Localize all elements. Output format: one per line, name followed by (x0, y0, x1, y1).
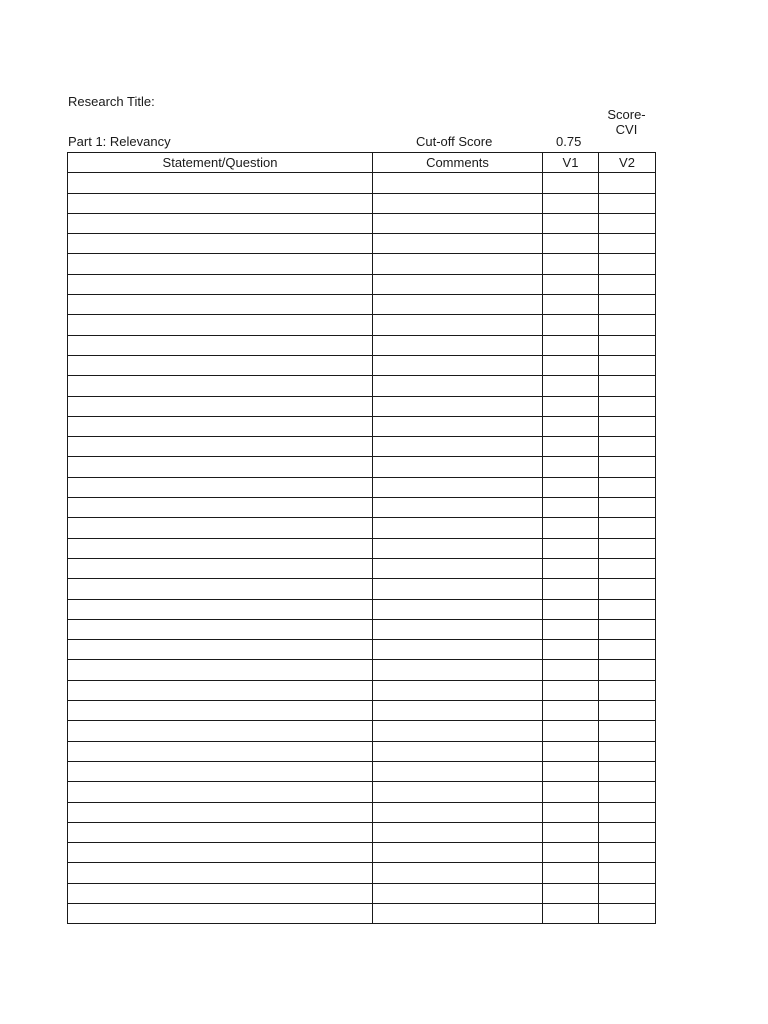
table-row (68, 213, 656, 233)
statement-cell[interactable] (68, 599, 373, 619)
comments-cell[interactable] (373, 416, 543, 436)
comments-cell[interactable] (373, 538, 543, 558)
v2-cell[interactable] (599, 234, 656, 254)
comments-cell[interactable] (373, 376, 543, 396)
v1-cell[interactable] (543, 599, 599, 619)
statement-cell[interactable] (68, 234, 373, 254)
statement-cell[interactable] (68, 843, 373, 863)
v1-cell[interactable] (543, 761, 599, 781)
v1-cell[interactable] (543, 193, 599, 213)
v1-cell[interactable] (543, 741, 599, 761)
statement-cell[interactable] (68, 335, 373, 355)
v2-cell[interactable] (599, 883, 656, 903)
comments-cell[interactable] (373, 558, 543, 578)
score-cvi-label (598, 107, 655, 137)
table-header-row (68, 153, 656, 173)
v1-cell[interactable] (543, 355, 599, 375)
table-row (68, 619, 656, 639)
comments-cell[interactable] (373, 761, 543, 781)
v2-cell[interactable] (599, 437, 656, 457)
table-row (68, 355, 656, 375)
table-row (68, 883, 656, 903)
table-row (68, 234, 656, 254)
v2-cell[interactable] (599, 558, 656, 578)
table-row (68, 295, 656, 315)
v1-cell[interactable] (543, 315, 599, 335)
table-row (68, 396, 656, 416)
v1-cell[interactable] (543, 437, 599, 457)
comments-cell[interactable] (373, 213, 543, 233)
statement-cell[interactable] (68, 822, 373, 842)
table-row (68, 558, 656, 578)
table-row (68, 254, 656, 274)
v1-cell[interactable] (543, 802, 599, 822)
header-v2: V2 (599, 153, 656, 173)
comments-cell[interactable] (373, 822, 543, 842)
table-row (68, 274, 656, 294)
v2-cell[interactable] (599, 213, 656, 233)
v1-cell[interactable] (543, 457, 599, 477)
v1-cell[interactable] (543, 538, 599, 558)
v2-cell[interactable] (599, 457, 656, 477)
statement-cell[interactable] (68, 396, 373, 416)
v2-cell[interactable] (599, 619, 656, 639)
v1-cell[interactable] (543, 680, 599, 700)
header-statement-question: Statement/Question (68, 153, 373, 173)
v1-cell[interactable] (543, 274, 599, 294)
v1-cell[interactable] (543, 903, 599, 923)
statement-cell[interactable] (68, 416, 373, 436)
v1-cell[interactable] (543, 619, 599, 639)
table-row (68, 802, 656, 822)
comments-cell[interactable] (373, 295, 543, 315)
table-row (68, 579, 656, 599)
table-row (68, 701, 656, 721)
v2-cell[interactable] (599, 822, 656, 842)
v2-cell[interactable] (599, 335, 656, 355)
v1-cell[interactable] (543, 376, 599, 396)
comments-cell[interactable] (373, 193, 543, 213)
v2-cell[interactable] (599, 173, 656, 193)
table-row (68, 173, 656, 193)
statement-cell[interactable] (68, 274, 373, 294)
comments-cell[interactable] (373, 660, 543, 680)
statement-cell[interactable] (68, 457, 373, 477)
table-row (68, 477, 656, 497)
v2-cell[interactable] (599, 843, 656, 863)
table-body (68, 173, 656, 924)
statement-cell[interactable] (68, 640, 373, 660)
v1-cell[interactable] (543, 254, 599, 274)
comments-cell[interactable] (373, 335, 543, 355)
table-row (68, 782, 656, 802)
v1-cell[interactable] (543, 213, 599, 233)
comments-cell[interactable] (373, 782, 543, 802)
v2-cell[interactable] (599, 680, 656, 700)
table-row (68, 843, 656, 863)
comments-cell[interactable] (373, 315, 543, 335)
v1-cell[interactable] (543, 782, 599, 802)
v2-cell[interactable] (599, 660, 656, 680)
v2-cell[interactable] (599, 518, 656, 538)
comments-cell[interactable] (373, 437, 543, 457)
statement-cell[interactable] (68, 538, 373, 558)
comments-cell[interactable] (373, 802, 543, 822)
v2-cell[interactable] (599, 761, 656, 781)
v2-cell[interactable] (599, 782, 656, 802)
statement-cell[interactable] (68, 802, 373, 822)
comments-cell[interactable] (373, 518, 543, 538)
statement-cell[interactable] (68, 741, 373, 761)
v2-cell[interactable] (599, 863, 656, 883)
v2-cell[interactable] (599, 721, 656, 741)
comments-cell[interactable] (373, 173, 543, 193)
comments-cell[interactable] (373, 457, 543, 477)
table-row (68, 721, 656, 741)
table-row (68, 680, 656, 700)
v1-cell[interactable] (543, 660, 599, 680)
table-row (68, 863, 656, 883)
v2-cell[interactable] (599, 640, 656, 660)
comments-cell[interactable] (373, 640, 543, 660)
v1-cell[interactable] (543, 295, 599, 315)
comments-cell[interactable] (373, 498, 543, 518)
v1-cell[interactable] (543, 579, 599, 599)
table-row (68, 822, 656, 842)
table-row (68, 903, 656, 923)
comments-cell[interactable] (373, 883, 543, 903)
statement-cell[interactable] (68, 254, 373, 274)
comments-cell[interactable] (373, 701, 543, 721)
statement-cell[interactable] (68, 498, 373, 518)
table-row (68, 335, 656, 355)
table-row (68, 741, 656, 761)
comments-cell[interactable] (373, 619, 543, 639)
table-row (68, 315, 656, 335)
statement-cell[interactable] (68, 903, 373, 923)
table-row (68, 640, 656, 660)
comments-cell[interactable] (373, 843, 543, 863)
comments-cell[interactable] (373, 234, 543, 254)
cutoff-score-value: 0.75 (556, 134, 582, 149)
statement-cell[interactable] (68, 579, 373, 599)
statement-cell[interactable] (68, 558, 373, 578)
statement-cell[interactable] (68, 193, 373, 213)
v2-cell[interactable] (599, 498, 656, 518)
table-row (68, 518, 656, 538)
v2-cell[interactable] (599, 274, 656, 294)
v2-cell[interactable] (599, 376, 656, 396)
table-row (68, 538, 656, 558)
v1-cell[interactable] (543, 863, 599, 883)
statement-cell[interactable] (68, 437, 373, 457)
statement-cell[interactable] (68, 863, 373, 883)
table-row (68, 376, 656, 396)
v2-cell[interactable] (599, 193, 656, 213)
table-row (68, 437, 656, 457)
statement-cell[interactable] (68, 701, 373, 721)
part-title: Part 1: Relevancy (68, 134, 171, 149)
table-row (68, 498, 656, 518)
v1-cell[interactable] (543, 883, 599, 903)
v1-cell[interactable] (543, 335, 599, 355)
statement-cell[interactable] (68, 315, 373, 335)
v1-cell[interactable] (543, 234, 599, 254)
v2-cell[interactable] (599, 903, 656, 923)
statement-cell[interactable] (68, 619, 373, 639)
statement-cell[interactable] (68, 355, 373, 375)
comments-cell[interactable] (373, 903, 543, 923)
v1-cell[interactable] (543, 416, 599, 436)
score-cvi-label-line2: CVI (615, 122, 638, 137)
v2-cell[interactable] (599, 802, 656, 822)
v1-cell[interactable] (543, 843, 599, 863)
comments-cell[interactable] (373, 741, 543, 761)
comments-cell[interactable] (373, 599, 543, 619)
header-comments: Comments (373, 153, 543, 173)
statement-cell[interactable] (68, 295, 373, 315)
statement-cell[interactable] (68, 518, 373, 538)
v2-cell[interactable] (599, 254, 656, 274)
table-row (68, 416, 656, 436)
v2-cell[interactable] (599, 477, 656, 497)
v2-cell[interactable] (599, 315, 656, 335)
statement-cell[interactable] (68, 883, 373, 903)
score-cvi-label-line1: Score- (607, 107, 646, 122)
v1-cell[interactable] (543, 822, 599, 842)
statement-cell[interactable] (68, 761, 373, 781)
header-v1: V1 (543, 153, 599, 173)
v1-cell[interactable] (543, 477, 599, 497)
comments-cell[interactable] (373, 274, 543, 294)
v2-cell[interactable] (599, 295, 656, 315)
v1-cell[interactable] (543, 640, 599, 660)
comments-cell[interactable] (373, 680, 543, 700)
comments-cell[interactable] (373, 477, 543, 497)
v1-cell[interactable] (543, 173, 599, 193)
v2-cell[interactable] (599, 599, 656, 619)
v2-cell[interactable] (599, 396, 656, 416)
statement-cell[interactable] (68, 660, 373, 680)
v1-cell[interactable] (543, 558, 599, 578)
v2-cell[interactable] (599, 538, 656, 558)
v2-cell[interactable] (599, 741, 656, 761)
statement-cell[interactable] (68, 173, 373, 193)
statement-cell[interactable] (68, 477, 373, 497)
v1-cell[interactable] (543, 396, 599, 416)
table-row (68, 193, 656, 213)
research-title-label: Research Title: (68, 94, 155, 109)
statement-cell[interactable] (68, 376, 373, 396)
comments-cell[interactable] (373, 355, 543, 375)
statement-cell[interactable] (68, 680, 373, 700)
cutoff-score-label: Cut-off Score (416, 134, 493, 149)
table-row (68, 457, 656, 477)
table-row (68, 599, 656, 619)
comments-cell[interactable] (373, 254, 543, 274)
statement-cell[interactable] (68, 213, 373, 233)
comments-cell[interactable] (373, 863, 543, 883)
statement-cell[interactable] (68, 721, 373, 741)
comments-cell[interactable] (373, 579, 543, 599)
v2-cell[interactable] (599, 579, 656, 599)
table-row (68, 761, 656, 781)
v1-cell[interactable] (543, 721, 599, 741)
table-row (68, 660, 656, 680)
v2-cell[interactable] (599, 416, 656, 436)
comments-cell[interactable] (373, 396, 543, 416)
v1-cell[interactable] (543, 701, 599, 721)
v2-cell[interactable] (599, 355, 656, 375)
v1-cell[interactable] (543, 498, 599, 518)
comments-cell[interactable] (373, 721, 543, 741)
v2-cell[interactable] (599, 701, 656, 721)
statement-cell[interactable] (68, 782, 373, 802)
relevancy-table (67, 152, 656, 924)
v1-cell[interactable] (543, 518, 599, 538)
